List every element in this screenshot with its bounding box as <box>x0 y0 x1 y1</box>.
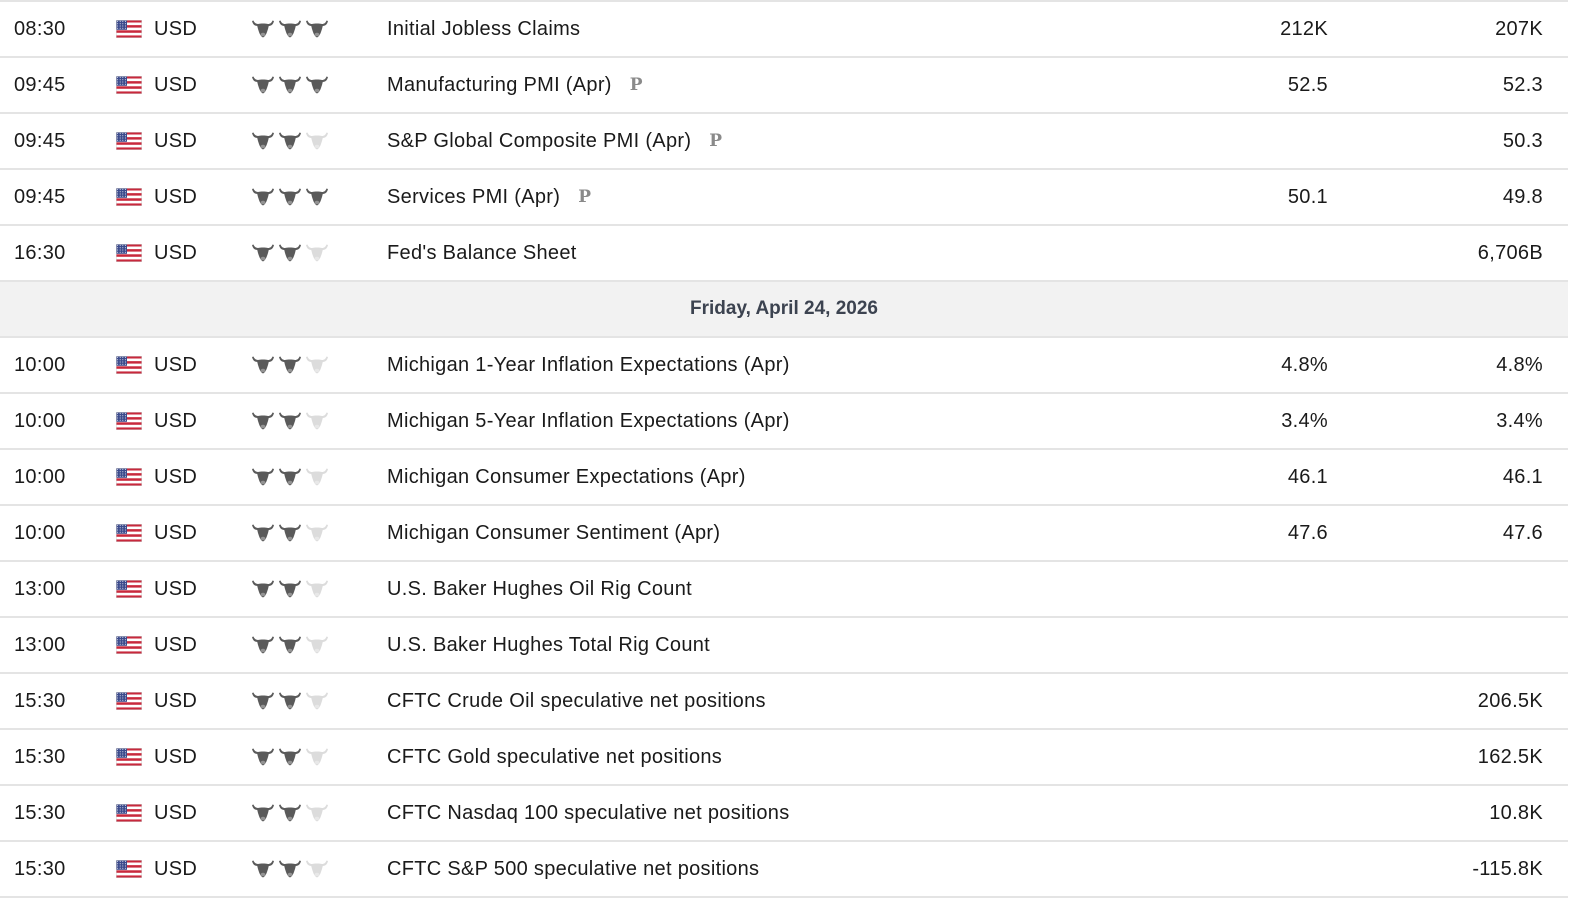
event-title[interactable]: U.S. Baker Hughes Total Rig Count <box>387 633 711 656</box>
event-title-cell <box>387 338 790 392</box>
event-title-cell <box>387 674 766 728</box>
bull-icon <box>305 467 329 487</box>
bull-icon <box>278 635 302 655</box>
importance-rating <box>251 842 329 896</box>
event-currency: USD <box>154 185 198 208</box>
event-row[interactable] <box>0 394 1568 450</box>
event-previous: 3.4% <box>1496 409 1543 432</box>
event-actual: 3.4% <box>1281 409 1328 432</box>
event-title[interactable]: U.S. Baker Hughes Oil Rig Count <box>387 577 692 600</box>
event-time: 10:00 <box>14 409 66 432</box>
us-flag-icon <box>116 860 142 878</box>
importance-rating <box>251 450 329 504</box>
bull-icon <box>278 803 302 823</box>
importance-rating <box>251 226 329 280</box>
event-title[interactable]: CFTC Crude Oil speculative net positions <box>387 689 766 712</box>
bull-icon <box>305 579 329 599</box>
event-time: 13:00 <box>14 633 66 656</box>
event-actual: 4.8% <box>1281 353 1328 376</box>
event-title[interactable]: Initial Jobless Claims <box>387 17 581 40</box>
bull-icon <box>251 859 275 879</box>
event-title[interactable]: Services PMI (Apr) <box>387 185 561 208</box>
event-title[interactable]: Fed's Balance Sheet <box>387 241 577 264</box>
preliminary-p-icon: P <box>629 75 643 95</box>
bull-icon <box>251 355 275 375</box>
bull-icon <box>278 411 302 431</box>
event-previous: 52.3 <box>1502 73 1543 96</box>
bull-icon <box>251 19 275 39</box>
us-flag-icon <box>116 468 142 486</box>
event-previous: 50.3 <box>1502 129 1543 152</box>
event-currency: USD <box>154 689 198 712</box>
event-row[interactable] <box>0 58 1568 114</box>
bull-icon <box>305 243 329 263</box>
event-title-cell <box>387 786 790 840</box>
bull-icon <box>305 19 329 39</box>
event-title[interactable]: Michigan Consumer Sentiment (Apr) <box>387 521 721 544</box>
event-row[interactable] <box>0 226 1568 282</box>
country-flag <box>116 226 142 280</box>
preliminary-p-icon: P <box>578 187 592 207</box>
importance-rating <box>251 114 329 168</box>
us-flag-icon <box>116 76 142 94</box>
day-header-label: Friday, April 24, 2026 <box>690 298 878 319</box>
event-time: 15:30 <box>14 745 66 768</box>
event-title[interactable]: Michigan Consumer Expectations (Apr) <box>387 465 746 488</box>
country-flag <box>116 506 142 560</box>
event-title-cell <box>387 114 722 168</box>
event-title-cell <box>387 506 720 560</box>
bull-icon <box>278 187 302 207</box>
bull-icon <box>305 691 329 711</box>
importance-rating <box>251 2 329 56</box>
event-time: 09:45 <box>14 185 66 208</box>
event-actual: 212K <box>1280 17 1328 40</box>
bull-icon <box>278 579 302 599</box>
event-previous: 206.5K <box>1477 689 1543 712</box>
event-time: 09:45 <box>14 129 66 152</box>
event-row[interactable] <box>0 450 1568 506</box>
country-flag <box>116 618 142 672</box>
country-flag <box>116 842 142 896</box>
event-currency: USD <box>154 801 198 824</box>
bull-icon <box>278 467 302 487</box>
event-previous: 10.8K <box>1489 801 1543 824</box>
event-row[interactable] <box>0 170 1568 226</box>
importance-rating <box>251 170 329 224</box>
bull-icon <box>278 19 302 39</box>
country-flag <box>116 674 142 728</box>
event-title-cell <box>387 170 591 224</box>
bull-icon <box>278 355 302 375</box>
bull-icon <box>278 243 302 263</box>
bull-icon <box>251 75 275 95</box>
us-flag-icon <box>116 636 142 654</box>
us-flag-icon <box>116 188 142 206</box>
event-time: 10:00 <box>14 521 66 544</box>
event-title[interactable]: Michigan 1-Year Inflation Expectations (Apr) <box>387 353 790 376</box>
event-row[interactable] <box>0 786 1568 842</box>
importance-rating <box>251 58 329 112</box>
us-flag-icon <box>116 580 142 598</box>
country-flag <box>116 730 142 784</box>
country-flag <box>116 2 142 56</box>
event-previous: 49.8 <box>1502 185 1543 208</box>
us-flag-icon <box>116 748 142 766</box>
event-title-cell <box>387 842 759 896</box>
event-title[interactable]: S&P Global Composite PMI (Apr) <box>387 129 692 152</box>
importance-rating <box>251 506 329 560</box>
event-row[interactable] <box>0 0 1568 58</box>
bull-icon <box>305 75 329 95</box>
us-flag-icon <box>116 244 142 262</box>
event-title[interactable]: CFTC S&P 500 speculative net positions <box>387 857 760 880</box>
bull-icon <box>251 131 275 151</box>
event-currency: USD <box>154 17 198 40</box>
event-title-cell <box>387 618 710 672</box>
event-title[interactable]: Manufacturing PMI (Apr) <box>387 73 612 96</box>
us-flag-icon <box>116 524 142 542</box>
importance-rating <box>251 786 329 840</box>
bull-icon <box>305 355 329 375</box>
event-currency: USD <box>154 633 198 656</box>
importance-rating <box>251 674 329 728</box>
us-flag-icon <box>116 132 142 150</box>
event-row[interactable] <box>0 338 1568 394</box>
us-flag-icon <box>116 20 142 38</box>
event-currency: USD <box>154 745 198 768</box>
event-time: 13:00 <box>14 577 66 600</box>
bull-icon <box>251 523 275 543</box>
event-previous: 6,706B <box>1477 241 1543 264</box>
event-previous: 4.8% <box>1496 353 1543 376</box>
bull-icon <box>305 187 329 207</box>
event-title-cell <box>387 450 746 504</box>
importance-rating <box>251 338 329 392</box>
event-title[interactable]: CFTC Gold speculative net positions <box>387 745 723 768</box>
event-currency: USD <box>154 577 198 600</box>
bull-icon <box>305 411 329 431</box>
bull-icon <box>278 859 302 879</box>
event-title-cell <box>387 394 790 448</box>
event-row[interactable] <box>0 730 1568 786</box>
event-row[interactable] <box>0 618 1568 674</box>
bull-icon <box>305 131 329 151</box>
event-actual: 52.5 <box>1287 73 1328 96</box>
bull-icon <box>251 579 275 599</box>
event-time: 15:30 <box>14 801 66 824</box>
bull-icon <box>278 75 302 95</box>
country-flag <box>116 394 142 448</box>
bull-icon <box>251 243 275 263</box>
country-flag <box>116 170 142 224</box>
country-flag <box>116 114 142 168</box>
event-title-cell <box>387 2 580 56</box>
us-flag-icon <box>116 412 142 430</box>
event-title[interactable]: Michigan 5-Year Inflation Expectations (Apr) <box>387 409 790 432</box>
bull-icon <box>278 691 302 711</box>
importance-rating <box>251 562 329 616</box>
bull-icon <box>251 691 275 711</box>
preliminary-p-icon: P <box>709 131 723 151</box>
event-title-cell <box>387 226 577 280</box>
event-currency: USD <box>154 409 198 432</box>
event-row[interactable] <box>0 562 1568 618</box>
bull-icon <box>305 523 329 543</box>
us-flag-icon <box>116 804 142 822</box>
bull-icon <box>251 187 275 207</box>
country-flag <box>116 450 142 504</box>
event-currency: USD <box>154 465 198 488</box>
event-time: 10:00 <box>14 353 66 376</box>
event-title-cell <box>387 730 722 784</box>
event-currency: USD <box>154 857 198 880</box>
event-title-cell <box>387 562 692 616</box>
importance-rating <box>251 394 329 448</box>
event-time: 09:45 <box>14 73 66 96</box>
event-title-cell <box>387 58 643 112</box>
bull-icon <box>251 411 275 431</box>
bull-icon <box>251 467 275 487</box>
us-flag-icon <box>116 692 142 710</box>
bull-icon <box>305 747 329 767</box>
country-flag <box>116 786 142 840</box>
bull-icon <box>278 523 302 543</box>
event-time: 15:30 <box>14 689 66 712</box>
event-actual: 47.6 <box>1287 521 1328 544</box>
bull-icon <box>305 635 329 655</box>
event-currency: USD <box>154 521 198 544</box>
event-previous: 47.6 <box>1502 521 1543 544</box>
event-previous: -115.8K <box>1472 857 1543 880</box>
event-currency: USD <box>154 241 198 264</box>
event-title[interactable]: CFTC Nasdaq 100 speculative net positions <box>387 801 790 824</box>
country-flag <box>116 58 142 112</box>
country-flag <box>116 562 142 616</box>
event-currency: USD <box>154 353 198 376</box>
importance-rating <box>251 730 329 784</box>
event-row[interactable] <box>0 114 1568 170</box>
event-row[interactable] <box>0 506 1568 562</box>
event-row[interactable] <box>0 842 1568 898</box>
bull-icon <box>251 803 275 823</box>
event-currency: USD <box>154 129 198 152</box>
bull-icon <box>278 747 302 767</box>
country-flag <box>116 338 142 392</box>
event-previous: 162.5K <box>1477 745 1543 768</box>
us-flag-icon <box>116 356 142 374</box>
bull-icon <box>305 803 329 823</box>
bull-icon <box>251 747 275 767</box>
event-actual: 50.1 <box>1287 185 1328 208</box>
bull-icon <box>251 635 275 655</box>
event-row[interactable] <box>0 674 1568 730</box>
day-header <box>0 282 1568 338</box>
event-previous: 46.1 <box>1502 465 1543 488</box>
bull-icon <box>305 859 329 879</box>
bull-icon <box>278 131 302 151</box>
event-time: 10:00 <box>14 465 66 488</box>
event-currency: USD <box>154 73 198 96</box>
event-time: 15:30 <box>14 857 66 880</box>
event-previous: 207K <box>1495 17 1543 40</box>
event-actual: 46.1 <box>1287 465 1328 488</box>
importance-rating <box>251 618 329 672</box>
event-time: 16:30 <box>14 241 66 264</box>
event-time: 08:30 <box>14 17 66 40</box>
